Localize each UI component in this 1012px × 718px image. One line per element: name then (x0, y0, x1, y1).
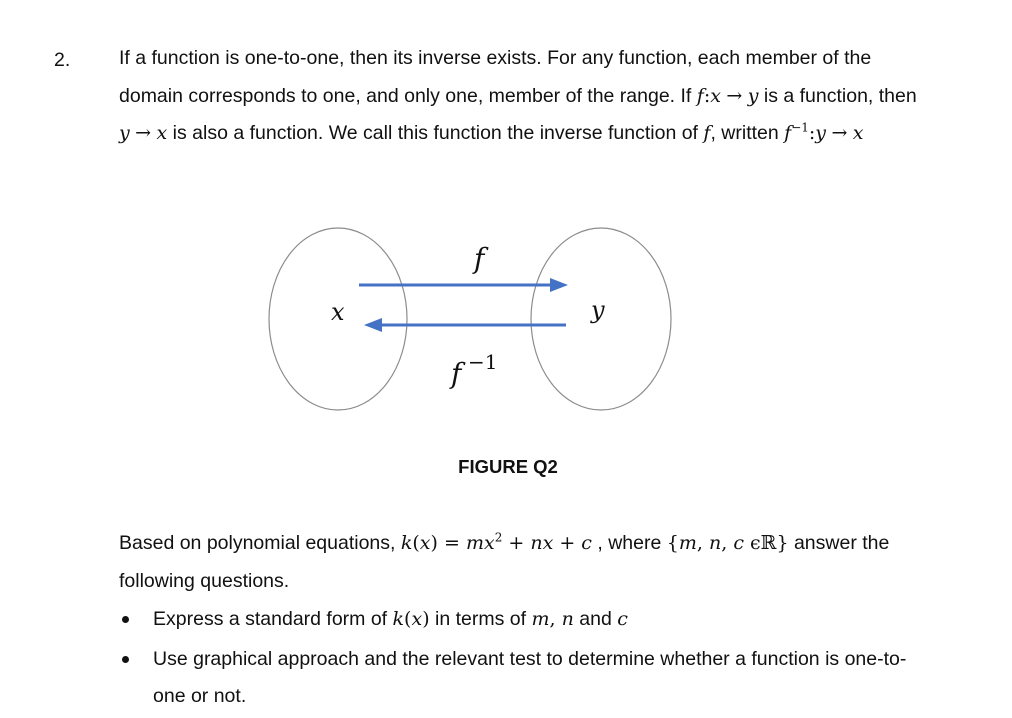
math-colon: : (808, 122, 816, 144)
math-f: f (696, 84, 704, 107)
math-plus: + (553, 532, 582, 554)
math-y: y (119, 122, 130, 144)
math-m: m (531, 608, 550, 630)
list-item-text: Express a standard form of (153, 608, 393, 630)
math-element-of: ϵ (743, 532, 761, 554)
math-f: f (784, 122, 792, 144)
inverse-function-superscript: −1 (468, 350, 498, 374)
list-item (119, 601, 919, 639)
math-brace: } (776, 532, 789, 554)
math-reals: ℝ (760, 532, 777, 554)
forward-function-label: f (474, 242, 485, 275)
paragraph-text: , where (591, 532, 667, 554)
math-n: n (561, 608, 574, 630)
math-plus: + (502, 532, 531, 554)
math-equals: = (437, 532, 466, 554)
paragraph-text: , written (710, 122, 785, 144)
bullet-icon (122, 656, 129, 663)
math-x: x (542, 532, 554, 554)
math-square: 2 (494, 530, 503, 545)
math-x: x (710, 84, 721, 107)
math-c: c (733, 532, 744, 554)
forward-arrowhead (550, 278, 568, 292)
math-paren: ) (422, 608, 430, 630)
math-comma: , (549, 608, 562, 630)
math-x: x (156, 122, 168, 144)
math-n: n (708, 532, 722, 554)
inverse-function-label: f (451, 357, 462, 390)
question-paragraph-2 (119, 525, 919, 600)
math-c: c (581, 532, 592, 554)
math-arrow: → (831, 122, 848, 144)
math-m: m (678, 532, 697, 554)
paragraph-text: is also a function. We call this function the inverse function of (167, 122, 704, 144)
math-arrow: → (135, 122, 152, 144)
math-inverse-superscript: −1 (791, 120, 809, 135)
math-comma: , (721, 532, 734, 554)
question-list (119, 601, 919, 718)
math-k: k (400, 532, 413, 554)
math-y: y (815, 122, 827, 144)
math-comma: , (696, 532, 709, 554)
figure-caption: FIGURE Q2 (458, 456, 558, 477)
paragraph-text: Based on polynomial equations, (119, 532, 401, 554)
math-m: m (465, 532, 484, 554)
math-colon: : (703, 84, 711, 107)
math-brace: { (666, 532, 679, 554)
range-label: y (591, 296, 605, 324)
list-item (119, 641, 919, 716)
paragraph-text: If a function is one-to-one, then its inverse exists. For any function, each member of the domain corresponds to one, and only one, member of the range. If (119, 47, 872, 107)
math-x: x (483, 532, 495, 554)
math-c: c (617, 608, 628, 630)
math-x: x (419, 532, 431, 554)
math-n: n (530, 532, 543, 554)
bullet-icon (122, 616, 129, 623)
math-y: y (747, 84, 759, 107)
math-paren: ( (412, 532, 420, 554)
math-x: x (411, 608, 423, 630)
math-arrow: → (726, 84, 743, 107)
list-item-text: and (573, 608, 618, 630)
paragraph-text: answer the following questions. (119, 532, 890, 592)
list-item-text: in terms of (429, 608, 532, 630)
math-paren: ( (404, 608, 412, 630)
math-k: k (392, 608, 405, 630)
math-f: f (703, 122, 711, 144)
inverse-arrowhead (364, 318, 382, 332)
math-x: x (852, 122, 864, 144)
domain-label: x (331, 298, 345, 326)
paragraph-text: is a function, then (758, 84, 917, 107)
math-paren: ) (430, 532, 438, 554)
question-number: 2. (54, 49, 71, 71)
list-item-text: Use graphical approach and the relevant test to determine whether a function is one-to-one or not. (153, 647, 907, 707)
